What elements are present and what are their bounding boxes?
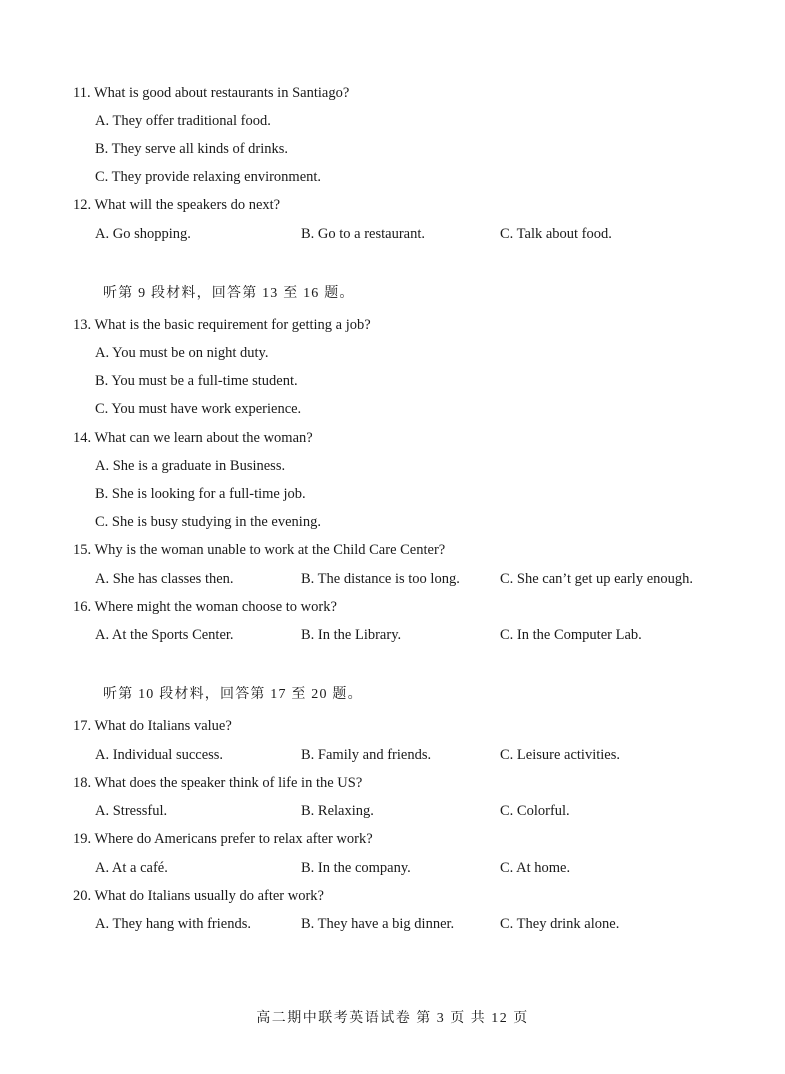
section-10-instruction: 听第 10 段材料，回答第 17 至 20 题。 bbox=[103, 687, 363, 702]
q17-option-b: B. Family and friends. bbox=[301, 747, 432, 763]
question-18: 18. What does the speaker think of life in the US? bbox=[73, 775, 363, 791]
q19-option-c: C. At home. bbox=[500, 860, 571, 876]
q20-option-c: C. They drink alone. bbox=[500, 916, 620, 932]
q15-option-c: C. She can’t get up early enough. bbox=[500, 571, 694, 587]
question-12: 12. What will the speakers do next? bbox=[73, 197, 281, 213]
q11-option-a: A. They offer traditional food. bbox=[95, 113, 271, 129]
question-20: 20. What do Italians usually do after work? bbox=[73, 888, 324, 904]
q18-option-c: C. Colorful. bbox=[500, 803, 570, 819]
q12-option-b: B. Go to a restaurant. bbox=[301, 226, 426, 242]
q16-option-a: A. At the Sports Center. bbox=[95, 627, 234, 643]
q18-option-b: B. Relaxing. bbox=[301, 803, 374, 819]
question-15: 15. Why is the woman unable to work at the Child Care Center? bbox=[73, 542, 446, 558]
q14-option-c: C. She is busy studying in the evening. bbox=[95, 514, 321, 530]
q13-option-c: C. You must have work experience. bbox=[95, 401, 302, 417]
q20-option-a: A. They hang with friends. bbox=[95, 916, 251, 932]
q12-option-a: A. Go shopping. bbox=[95, 226, 191, 242]
q17-option-c: C. Leisure activities. bbox=[500, 747, 620, 763]
q17-option-a: A. Individual success. bbox=[95, 747, 224, 763]
q12-option-c: C. Talk about food. bbox=[500, 226, 612, 242]
page-footer: 高二期中联考英语试卷 第 3 页 共 12 页 bbox=[256, 1011, 529, 1026]
section-9-instruction: 听第 9 段材料，回答第 13 至 16 题。 bbox=[103, 286, 355, 301]
q19-option-a: A. At a café. bbox=[95, 860, 168, 876]
q11-option-c: C. They provide relaxing environment. bbox=[95, 169, 322, 185]
question-11: 11. What is good about restaurants in Santiago? bbox=[73, 85, 350, 101]
q15-option-a: A. She has classes then. bbox=[95, 571, 234, 587]
q16-option-b: B. In the Library. bbox=[301, 627, 402, 643]
question-14: 14. What can we learn about the woman? bbox=[73, 430, 313, 446]
q19-option-b: B. In the company. bbox=[301, 860, 411, 876]
question-16: 16. Where might the woman choose to work? bbox=[73, 599, 337, 615]
q13-option-b: B. You must be a full-time student. bbox=[95, 373, 298, 389]
q18-option-a: A. Stressful. bbox=[95, 803, 168, 819]
q13-option-a: A. You must be on night duty. bbox=[95, 345, 269, 361]
q11-option-b: B. They serve all kinds of drinks. bbox=[95, 141, 289, 157]
q16-option-c: C. In the Computer Lab. bbox=[500, 627, 642, 643]
question-17: 17. What do Italians value? bbox=[73, 718, 232, 734]
question-19: 19. Where do Americans prefer to relax after work? bbox=[73, 831, 373, 847]
q20-option-b: B. They have a big dinner. bbox=[301, 916, 455, 932]
question-13: 13. What is the basic requirement for getting a job? bbox=[73, 317, 371, 333]
q15-option-b: B. The distance is too long. bbox=[301, 571, 460, 587]
q14-option-a: A. She is a graduate in Business. bbox=[95, 458, 286, 474]
q14-option-b: B. She is looking for a full-time job. bbox=[95, 486, 306, 502]
